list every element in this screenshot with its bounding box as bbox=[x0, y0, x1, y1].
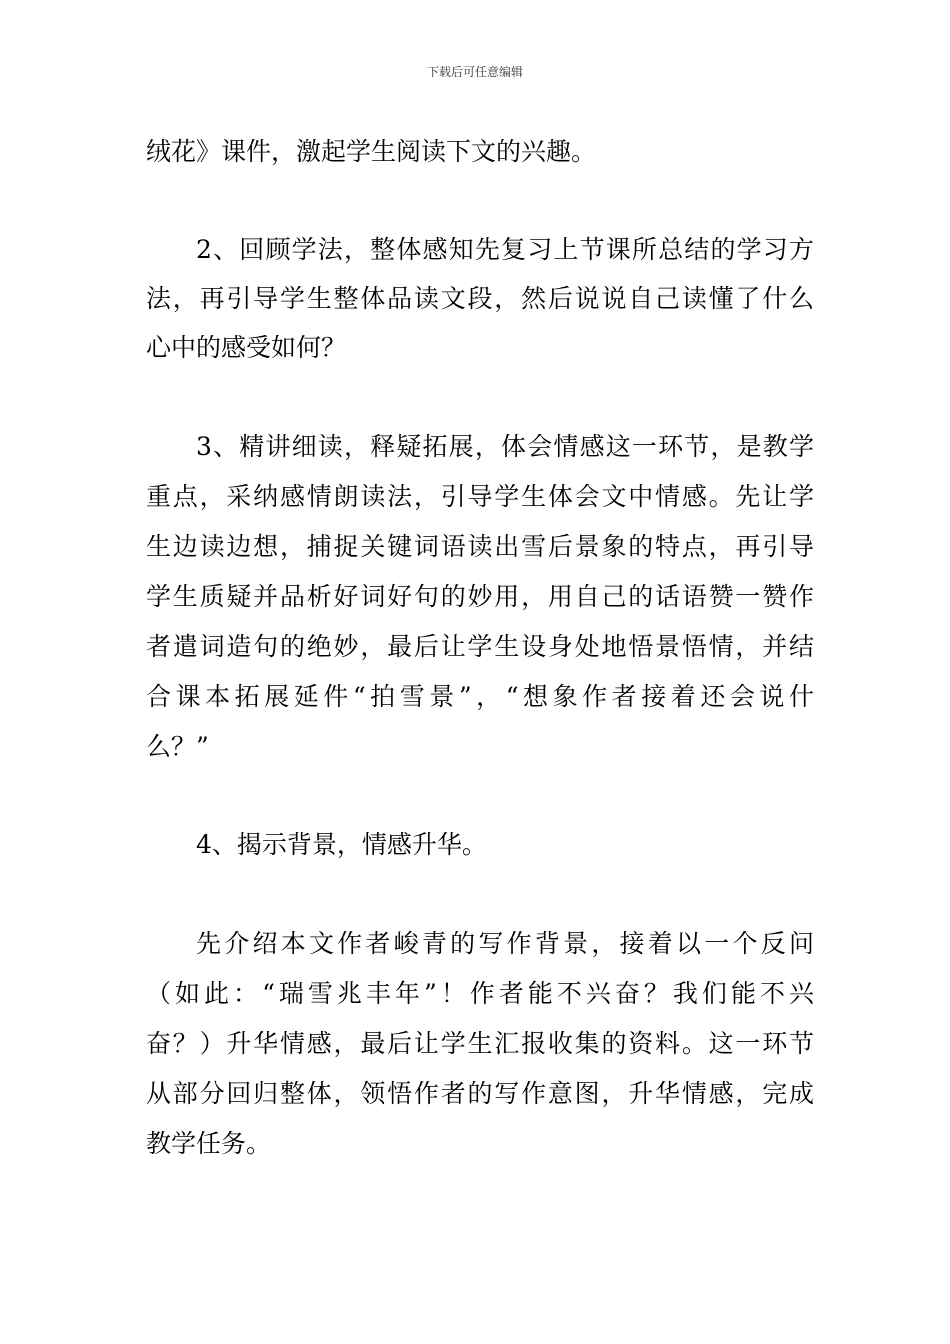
paragraph-line: （如此：“瑞雪兆丰年”！作者能不兴奋？我们能不兴 bbox=[146, 979, 814, 1008]
paragraph-line: 心中的感受如何？ bbox=[146, 333, 347, 362]
paragraph-line: 从部分回归整体，领悟作者的写作意图，升华情感，完成 bbox=[146, 1079, 814, 1108]
page-header: 下载后可任意编辑 bbox=[426, 65, 523, 79]
paragraph-line: 生边读边想，捕捉关键词语读出雪后景象的特点，再引导 bbox=[146, 532, 814, 561]
paragraph-line: 者遣词造句的绝妙，最后让学生设身处地悟景悟情，并结 bbox=[146, 632, 814, 661]
paragraph-line: 3、精讲细读，释疑拓展，体会情感这一环节，是教学 bbox=[196, 432, 814, 461]
paragraph-line: 教学任务。 bbox=[146, 1129, 272, 1158]
paragraph-line: 法，再引导学生整体品读文段，然后说说自己读懂了什么 bbox=[146, 284, 814, 313]
paragraph-line: 奋？）升华情感，最后让学生汇报收集的资料。这一环节 bbox=[146, 1029, 814, 1058]
paragraph-line: 先介绍本文作者峻青的写作背景，接着以一个反问 bbox=[196, 929, 814, 958]
paragraph-line: 学生质疑并品析好词好句的妙用，用自己的话语赞一赞作 bbox=[146, 582, 814, 611]
paragraph-line: 绒花》课件，激起学生阅读下文的兴趣。 bbox=[146, 137, 597, 166]
paragraph-line: 合课本拓展延件“拍雪景”，“想象作者接着还会说什 bbox=[146, 682, 814, 711]
paragraph-line: 重点，采纳感情朗读法，引导学生体会文中情感。先让学 bbox=[146, 482, 814, 511]
paragraph-line: 4、揭示背景，情感升华。 bbox=[196, 830, 487, 859]
paragraph-line: 么？” bbox=[146, 732, 209, 761]
paragraph-line: 2、回顾学法，整体感知先复习上节课所总结的学习方 bbox=[196, 235, 814, 264]
